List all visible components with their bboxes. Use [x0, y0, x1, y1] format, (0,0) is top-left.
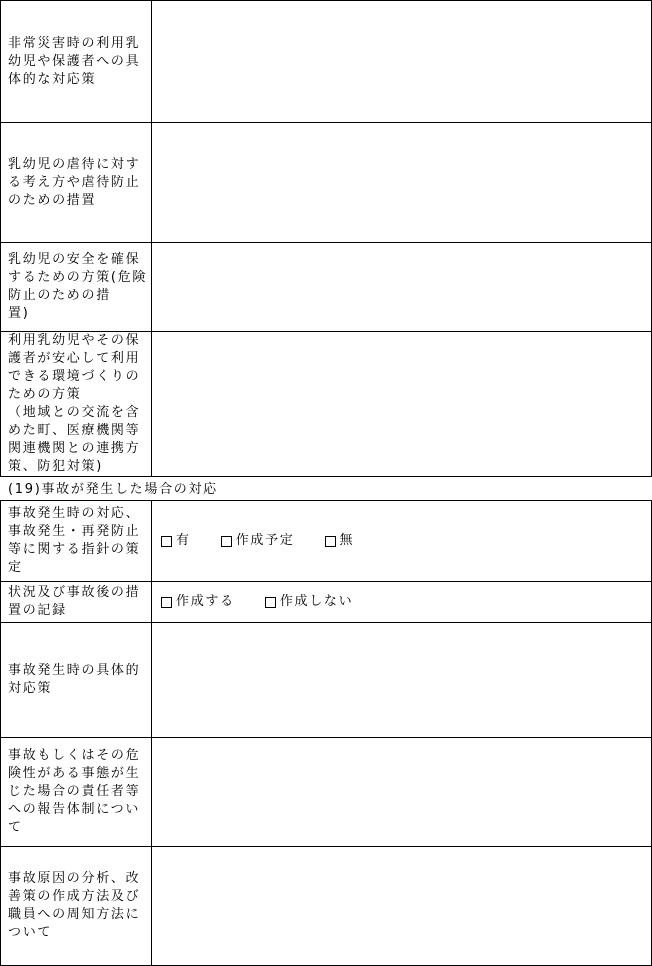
row-label-cell	[1, 501, 152, 581]
row-label-cell	[1, 243, 152, 331]
row-label-line: 事故もしくはその危	[8, 748, 141, 763]
answer-cell	[152, 243, 651, 331]
row-label-line: 関連機関との連携方	[8, 441, 141, 456]
row-label-line: 職員への周知方法に	[8, 907, 141, 922]
answer-cell	[152, 332, 651, 476]
row-label-line: 険性がある事態が生	[8, 766, 141, 781]
row-label-line: 幼児や保護者への具	[8, 53, 141, 69]
row-label-line: 事故発生時の具体的	[8, 663, 141, 678]
answer-cell	[152, 738, 651, 846]
row-label-line: ついて	[8, 925, 53, 940]
row-label-line: できる環境づくりの	[8, 369, 141, 384]
checkbox-icon[interactable]	[325, 536, 336, 547]
row-label-line: 等に関する指針の策	[8, 542, 141, 557]
row-label-line: 利用乳幼児やその保	[8, 333, 141, 348]
row-label-line: 非常災害時の利用乳	[8, 35, 141, 51]
row-label-line: 状況及び事故後の措	[8, 585, 141, 600]
row-label-cell	[1, 738, 152, 846]
option-will-not-create[interactable]	[265, 593, 354, 611]
row-label-cell	[1, 847, 152, 965]
answer-cell	[152, 1, 651, 122]
checkbox-icon[interactable]	[265, 597, 276, 608]
row-label-cell	[1, 332, 152, 476]
accident-response-table	[0, 500, 652, 966]
row-accident-reporting-system	[1, 738, 651, 847]
row-label-line: するための方策(危険	[8, 270, 148, 285]
row-label-cell	[1, 623, 152, 737]
row-label-line: 防止のための措	[8, 288, 111, 303]
row-safety-measures	[1, 243, 651, 332]
row-label-line: 乳幼児の安全を確保	[8, 252, 141, 267]
childcare-measures-table	[0, 0, 652, 477]
checkbox-icon[interactable]	[161, 536, 172, 547]
option-label: 無	[339, 533, 355, 548]
row-label-cell	[1, 1, 152, 122]
row-accident-specific-measures	[1, 623, 651, 738]
row-label-line: 策、防犯対策)	[8, 459, 103, 474]
row-label-line: 事故発生・再発防止	[8, 524, 141, 539]
option-will-create[interactable]	[161, 593, 235, 611]
row-accident-cause-analysis	[1, 847, 651, 965]
row-accident-record	[1, 582, 651, 623]
checkbox-icon[interactable]	[161, 597, 172, 608]
row-label-line: 体的な対応策	[8, 71, 97, 87]
row-label-line: る考え方や虐待防止	[8, 174, 141, 190]
answer-cell	[152, 501, 651, 581]
row-label-line: （地域との交流を含	[8, 405, 141, 420]
checkbox-icon[interactable]	[221, 536, 232, 547]
row-label-line: ための方策	[8, 387, 82, 402]
option-label: 有	[176, 533, 191, 548]
row-label-line: 対応策	[8, 681, 53, 696]
option-no[interactable]	[325, 532, 355, 550]
row-abuse-prevention-measures	[1, 123, 651, 243]
row-label-line: 置)	[8, 306, 30, 321]
row-secure-environment-measures	[1, 332, 651, 476]
row-label-line: 事故発生時の対応、	[8, 506, 141, 521]
row-label-line: 定	[8, 560, 23, 575]
option-yes[interactable]	[161, 532, 191, 550]
row-label-line: のための措置	[8, 192, 97, 208]
row-label-line: 護者が安心して利用	[8, 351, 141, 366]
row-label-cell	[1, 582, 152, 622]
row-label-line: 置の記録	[8, 603, 67, 618]
row-label-line: めた町、医療機関等	[8, 423, 141, 438]
row-disaster-response-measures	[1, 1, 651, 123]
row-label-line: じた場合の責任者等	[8, 784, 141, 799]
section-heading: (19)事故が発生した場合の対応	[8, 482, 218, 497]
row-label-line: 事故原因の分析、改	[8, 871, 141, 886]
row-label-line: て	[8, 820, 23, 835]
row-label-cell	[1, 123, 152, 242]
option-label: 作成する	[176, 594, 235, 609]
row-label-line: 善策の作成方法及び	[8, 889, 141, 904]
answer-cell	[152, 623, 651, 737]
answer-cell	[152, 123, 651, 242]
row-accident-guideline	[1, 501, 651, 582]
answer-cell	[152, 847, 651, 965]
option-label: 作成しない	[279, 594, 354, 609]
answer-cell	[152, 582, 651, 622]
row-label-line: 乳幼児の虐待に対す	[8, 156, 141, 172]
row-label-line: への報告体制につい	[8, 802, 141, 817]
option-planned[interactable]	[221, 532, 295, 550]
option-label: 作成予定	[235, 533, 295, 548]
